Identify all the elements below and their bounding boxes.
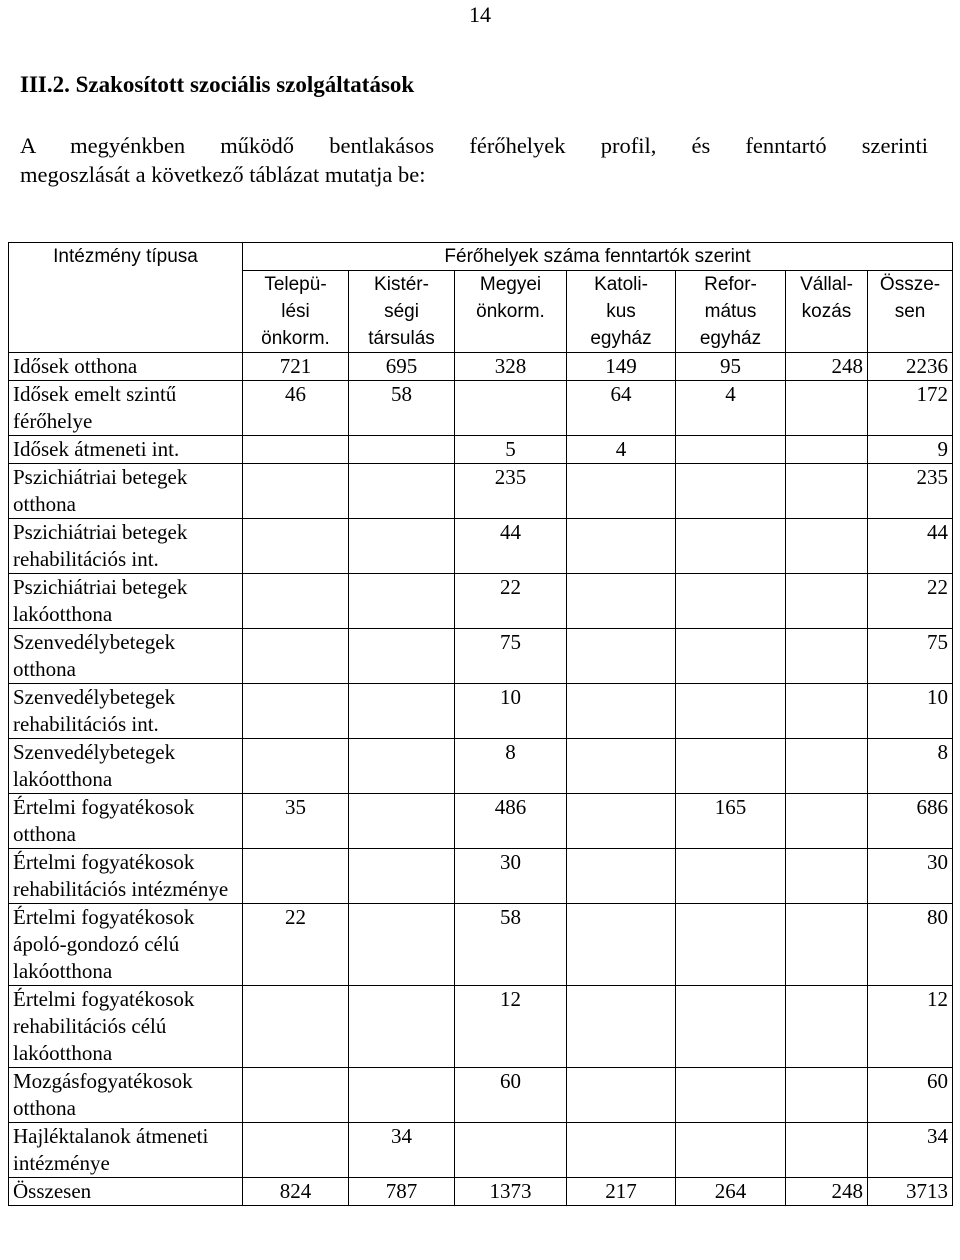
column-header-line: kozás [801, 301, 852, 322]
table-row [9, 904, 953, 986]
table-row [9, 1123, 953, 1178]
table-cell: 22 [455, 574, 567, 629]
table-cell: 235 [868, 464, 953, 519]
table-row [9, 986, 953, 1068]
table-cell: 9 [868, 436, 953, 464]
table-cell [243, 629, 349, 684]
table-cell [676, 739, 786, 794]
table-row [9, 794, 953, 849]
table-cell: 5 [455, 436, 567, 464]
table-cell [567, 904, 676, 986]
column-header [567, 271, 676, 353]
row-label: Összesen [9, 1178, 243, 1206]
table-cell: 34 [868, 1123, 953, 1178]
table-cell [676, 904, 786, 986]
table-cell: 46 [243, 381, 349, 436]
row-label: Pszichiátriai betegek otthona [9, 464, 243, 519]
table-row [9, 849, 953, 904]
table-cell [349, 436, 455, 464]
row-label: Értelmi fogyatékosok otthona [9, 794, 243, 849]
table-cell: 486 [455, 794, 567, 849]
row-label: Idősek emelt szintű férőhelye [9, 381, 243, 436]
table-cell: 165 [676, 794, 786, 849]
intro-paragraph [20, 131, 928, 189]
header-row-group [9, 243, 953, 271]
table-cell [786, 519, 868, 574]
table-cell: 1373 [455, 1178, 567, 1206]
table-cell: 3713 [868, 1178, 953, 1206]
table-cell [786, 1123, 868, 1178]
table-cell: 721 [243, 353, 349, 381]
row-label: Értelmi fogyatékosok rehabilitációs célú lakóotthona [9, 986, 243, 1068]
table-cell [243, 849, 349, 904]
table-cell [567, 1068, 676, 1123]
table-cell: 4 [567, 436, 676, 464]
table-row [9, 1178, 953, 1206]
table-cell: 8 [455, 739, 567, 794]
table-cell: 172 [868, 381, 953, 436]
column-header-line: társulás [368, 328, 435, 349]
column-header-line: egyház [590, 328, 652, 349]
page-number: 14 [469, 2, 491, 27]
row-label: Pszichiátriai betegek rehabilitációs int. [9, 519, 243, 574]
table-cell [349, 794, 455, 849]
column-header-line: Össze- [879, 274, 941, 295]
table-cell [349, 904, 455, 986]
row-label: Szenvedélybetegek lakóotthona [9, 739, 243, 794]
row-label: Értelmi fogyatékosok ápoló-gondozó célú lakóotthona [9, 904, 243, 986]
table-cell: 235 [455, 464, 567, 519]
column-header-line: Kistér- [374, 274, 429, 295]
table-cell [455, 381, 567, 436]
intro-line-2: megoszlását a következő táblázat mutatja be: [20, 162, 426, 187]
table-cell: 35 [243, 794, 349, 849]
column-header-line: egyház [699, 328, 762, 349]
table-cell [676, 436, 786, 464]
table-cell [786, 849, 868, 904]
table-cell [567, 1123, 676, 1178]
table-cell [676, 986, 786, 1068]
table-cell: 60 [868, 1068, 953, 1123]
table-cell [349, 464, 455, 519]
table-cell: 12 [868, 986, 953, 1068]
table-cell [786, 464, 868, 519]
row-label: Szenvedélybetegek otthona [9, 629, 243, 684]
table-cell [567, 794, 676, 849]
table-cell: 44 [455, 519, 567, 574]
header-group-title: Férőhelyek száma fenntartók szerint [243, 243, 953, 271]
table-cell [243, 1123, 349, 1178]
table-cell [567, 739, 676, 794]
column-header-line: Refor- [704, 274, 757, 295]
table-cell: 824 [243, 1178, 349, 1206]
table-cell [349, 574, 455, 629]
table-cell [349, 519, 455, 574]
table-cell [243, 574, 349, 629]
table-cell: 30 [455, 849, 567, 904]
table-cell: 10 [868, 684, 953, 739]
table-cell: 58 [349, 381, 455, 436]
table-cell: 58 [455, 904, 567, 986]
row-label: Mozgásfogyatékosok otthona [9, 1068, 243, 1123]
table-cell [455, 1123, 567, 1178]
table-cell: 787 [349, 1178, 455, 1206]
table-cell: 75 [868, 629, 953, 684]
table-row [9, 353, 953, 381]
row-label: Szenvedélybetegek rehabilitációs int. [9, 684, 243, 739]
column-header-line: mátus [704, 301, 757, 322]
table-cell [676, 629, 786, 684]
table-cell: 34 [349, 1123, 455, 1178]
table-cell [786, 684, 868, 739]
table-cell [786, 381, 868, 436]
table-cell: 12 [455, 986, 567, 1068]
table-cell: 60 [455, 1068, 567, 1123]
column-header-line: ségi [384, 301, 419, 322]
table-cell: 248 [786, 1178, 868, 1206]
header-institution-type: Intézmény típusa [9, 243, 243, 353]
table-cell: 10 [455, 684, 567, 739]
table-cell [676, 464, 786, 519]
table-cell: 217 [567, 1178, 676, 1206]
table-cell [786, 794, 868, 849]
table-row [9, 574, 953, 629]
table-cell [243, 1068, 349, 1123]
table-cell [567, 574, 676, 629]
table-cell [349, 684, 455, 739]
table-cell [349, 739, 455, 794]
row-label: Pszichiátriai betegek lakóotthona [9, 574, 243, 629]
table-cell [243, 739, 349, 794]
table-cell [349, 629, 455, 684]
table-row [9, 436, 953, 464]
table-row [9, 739, 953, 794]
table-cell [676, 1068, 786, 1123]
table-cell [676, 1123, 786, 1178]
column-header-line: kus [606, 301, 636, 322]
table-cell [786, 574, 868, 629]
table-cell [567, 986, 676, 1068]
table-cell: 328 [455, 353, 567, 381]
column-header [349, 271, 455, 353]
table-cell: 695 [349, 353, 455, 381]
column-header-line: Megyei [479, 274, 542, 295]
table-cell: 4 [676, 381, 786, 436]
table-cell [243, 684, 349, 739]
table-cell [786, 1068, 868, 1123]
table-cell: 248 [786, 353, 868, 381]
row-label: Hajléktalanok átmeneti intézménye [9, 1123, 243, 1178]
section-title: III.2. Szakosított szociális szolgáltatások [20, 72, 415, 97]
table-cell [349, 1068, 455, 1123]
table-cell [786, 904, 868, 986]
table-cell [567, 849, 676, 904]
table-cell: 30 [868, 849, 953, 904]
table-cell [567, 684, 676, 739]
column-header [868, 271, 953, 353]
column-header [455, 271, 567, 353]
table-cell: 264 [676, 1178, 786, 1206]
column-header [676, 271, 786, 353]
table-row [9, 381, 953, 436]
row-label: Értelmi fogyatékosok rehabilitációs intézménye [9, 849, 243, 904]
table-cell [349, 849, 455, 904]
table-row [9, 629, 953, 684]
table-cell [349, 986, 455, 1068]
table-cell [676, 519, 786, 574]
table-cell: 22 [243, 904, 349, 986]
table-cell [786, 629, 868, 684]
table-row [9, 1068, 953, 1123]
table-cell: 80 [868, 904, 953, 986]
table-cell: 95 [676, 353, 786, 381]
table-cell [786, 436, 868, 464]
column-header [243, 271, 349, 353]
table-cell [567, 519, 676, 574]
table-cell [243, 519, 349, 574]
table-cell: 64 [567, 381, 676, 436]
row-label: Idősek átmeneti int. [9, 436, 243, 464]
column-header-line: lési [281, 301, 310, 322]
column-header-line: önkorm. [476, 301, 545, 322]
table-cell [676, 574, 786, 629]
table-cell [786, 739, 868, 794]
table-cell: 2236 [868, 353, 953, 381]
row-label: Idősek otthona [9, 353, 243, 381]
column-header-line: önkorm. [261, 328, 330, 349]
capacity-table [8, 242, 953, 1206]
table-cell [676, 684, 786, 739]
column-header-line: Vállal- [800, 274, 853, 295]
table-cell [567, 629, 676, 684]
table-row [9, 519, 953, 574]
table-cell [243, 436, 349, 464]
table-cell: 75 [455, 629, 567, 684]
table-row [9, 684, 953, 739]
column-header-line: Telepü- [264, 274, 327, 295]
table-cell: 686 [868, 794, 953, 849]
table-cell [676, 849, 786, 904]
intro-line-1: A megyénkben működő bentlakásos férőhelyek profil, és fenntartó szerinti [20, 133, 928, 158]
column-header-line: sen [894, 301, 926, 322]
column-header [786, 271, 868, 353]
table-cell: 22 [868, 574, 953, 629]
table-cell: 8 [868, 739, 953, 794]
table-cell [786, 986, 868, 1068]
table-cell: 44 [868, 519, 953, 574]
table-cell [243, 986, 349, 1068]
table-row [9, 464, 953, 519]
table-cell [243, 464, 349, 519]
table-cell [567, 464, 676, 519]
table-cell: 149 [567, 353, 676, 381]
column-header-line: Katoli- [594, 274, 648, 295]
